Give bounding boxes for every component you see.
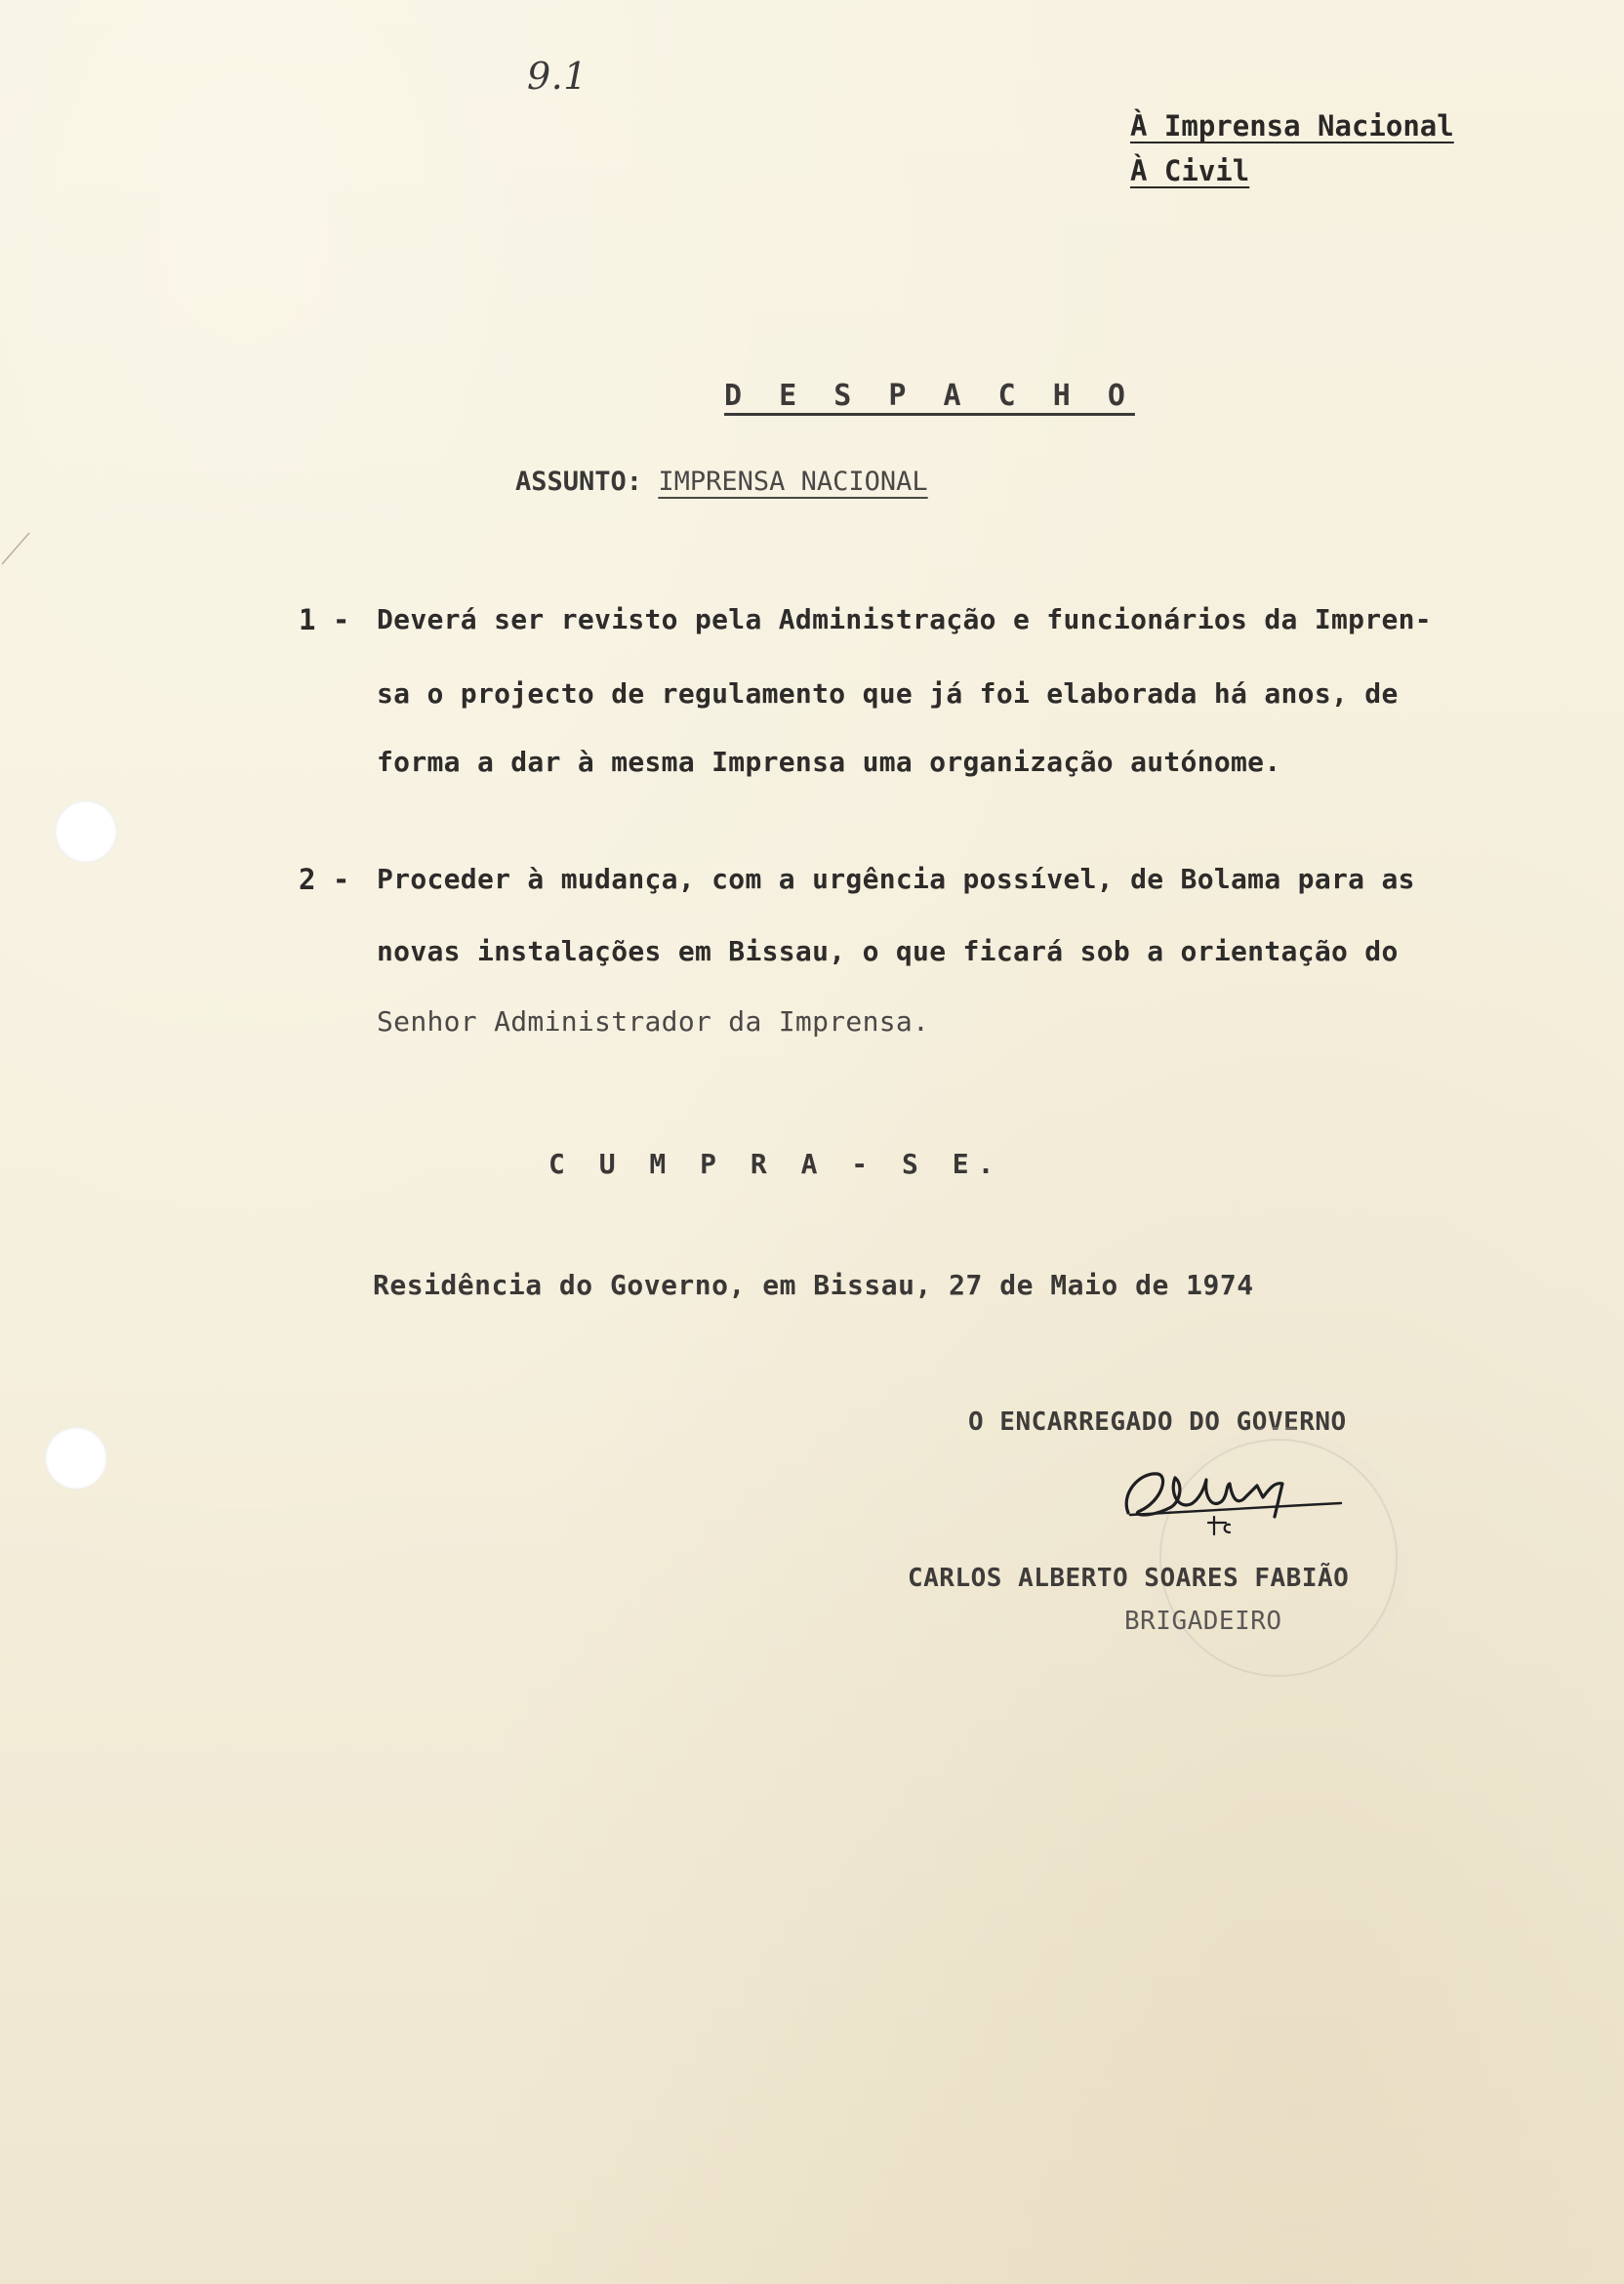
item-text-line: novas instalações em Bissau, o que ficará sob a orientação do — [377, 935, 1399, 967]
subject-value: IMPRENSA NACIONAL — [658, 467, 928, 497]
subject-label: ASSUNTO: — [515, 467, 643, 497]
item-number: 1 - — [299, 603, 350, 636]
place-and-date: Residência do Governo, em Bissau, 27 de Maio de 1974 — [373, 1269, 1254, 1301]
item-number: 2 - — [299, 863, 350, 896]
signatory-name: CARLOS ALBERTO SOARES FABIÃO — [908, 1564, 1350, 1593]
signatory-rank: BRIGADEIRO — [1124, 1607, 1282, 1636]
document-title: D E S P A C H O — [724, 379, 1135, 413]
address-line-1: À Imprensa Nacional — [1130, 109, 1454, 143]
address-line-2: À Civil — [1130, 154, 1250, 187]
subject-row — [515, 467, 928, 497]
closing-formula: C U M P R A - S E. — [548, 1148, 1003, 1180]
item-text-line: sa o projecto de regulamento que já foi elaborada há anos, de — [377, 677, 1399, 710]
item-text-line: Senhor Administrador da Imprensa. — [377, 1005, 930, 1038]
item-text-line: Proceder à mudança, com a urgência possível, de Bolama para as — [377, 863, 1415, 895]
item-text-line: Deverá ser revisto pela Administração e funcionários da Impren- — [377, 603, 1432, 635]
item-text-line: forma a dar à mesma Imprensa uma organização autónome. — [377, 746, 1281, 778]
punch-hole — [55, 800, 117, 863]
paper-crease-mark — [0, 527, 39, 566]
handwritten-signature — [1111, 1454, 1345, 1542]
signatory-title: O ENCARREGADO DO GOVERNO — [968, 1407, 1347, 1437]
page-number: 9.1 — [527, 55, 588, 98]
punch-hole — [45, 1427, 107, 1489]
